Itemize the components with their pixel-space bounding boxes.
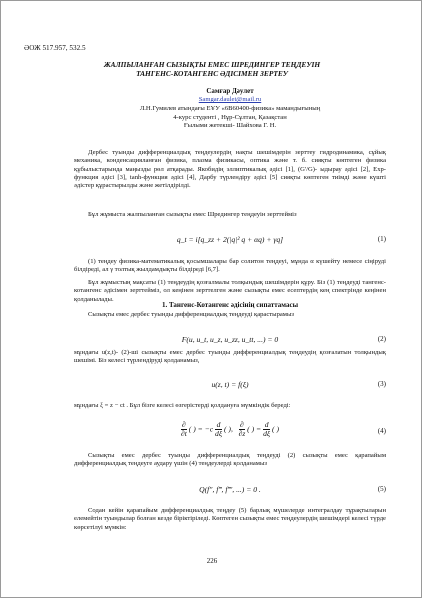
paragraph-pde: Сызықты емес дербес туынды дифференциалдық теңдеуді қарастырамыз (88, 311, 295, 318)
equation-3-number: (3) (377, 380, 386, 388)
equation-1-body: q_t = i[q_zz + 2(|q|² q + αq) + γq] (176, 235, 284, 244)
affiliation-line1: Л.Н.Гумилев атындағы ЕҰУ «6В60400-физика» мамандығының (139, 105, 321, 112)
equation-5 (74, 483, 386, 499)
equation-4 (74, 421, 386, 443)
author-email[interactable]: Samgar.daulet@mail.ru (198, 96, 262, 103)
affiliation-line2: 4-курс студенті , Нұр-Сұлтан, Қазақстан (173, 114, 287, 121)
paragraph-wave-solution: мұндағы u(z,t)- (2)-ші сызықты емес дербес туынды дифференциалдық теңдеудің қозғалатын толқындық шешімі. Біз келесі түрлендіруді қолданамыз, (74, 349, 386, 365)
paragraph-aim: Бұл жұмыстың мақсаты (1) теңдеудің қозғалмалы толқындық шешімдерін құру. Біз (1) теңдеуді тангенс-котангенс әдісімен зерттейміз, ол кеңінен зерттелген және сызықты емес есептердің кең спектрінде кеңінен қолданылады. (74, 279, 386, 303)
equation-2 (74, 333, 386, 349)
paragraph-intro: Дербес туынды дифференциалдық теңдеулердің нақты шешімдерін зерттеу гидродинамика, сұйық механика, конденсацияланған физика, плазма физикасы, оптика және т. б. сияқты көптеген физика құбылыстарында маңызды рөл атқарады. Якобидің эллиптикалық әдісі [1], (G'/G)- ыдырау әдісі [2], Exp-функция әдісі [3], tanh-функция әдісі [4], Дарбу түрлендіру әдісі [5] сияқты көптеген тиімді және күшті әдістер құрастырылды және жетілдірілді. (74, 149, 386, 190)
paragraph-transform: мұндағы ξ = z − ct . Бұл бізге келесі өзгерістерді қолдануға мүмкіндік береді: (74, 402, 291, 409)
equation-3 (74, 378, 386, 394)
equation-1 (74, 233, 386, 249)
paragraph-integration: Содан кейін қарапайым дифференциалдық теңдеу (5) барлық мүшелерде интегралдау тұрақтыларын елемейтін туындылар болған кезде біріктіріледі. Көптеген сызықты емес теңдеулердің шешімдері келесі түрде көрсетілуі мүмкін: (74, 507, 386, 531)
paragraph-soliton: (1) теңдеу физика-математикалық қосымшалары бар солитон теңдеуі, мұнда α күшейту немесе сіңіруді білдіреді, ал γ толтық жылдамдықты білдіреді [6,7]. (74, 258, 386, 274)
equation-5-body: Q(f″, f‴, f‴′, ...) = 0 . (199, 485, 261, 494)
author-name: Самғар Дәулет (206, 87, 254, 95)
equation-2-number: (2) (377, 335, 386, 343)
udc-code: ӘОЖ 517.957, 532.5 (24, 44, 86, 52)
equation-4-body: $\frac{\partial}{\partial t}$ ( ) = −c $\frac{d}{d\xi}$ ( ), $\frac{\partial}{\partial z}$ ( ) = $\frac{d}{d\xi}$ ( ) (181, 420, 279, 438)
equation-1-number: (1) (377, 235, 386, 243)
paragraph-equation-intro: Бұл жұмыста жалпыланған сызықты емес Шредингер теңдеуін зерттейміз (88, 211, 297, 218)
equation-4-number: (4) (377, 427, 386, 435)
paper-title-line1: ЖАЛПЫЛАНҒАН СЫЗЫҚТЫ ЕМЕС ШРЕДИНГЕР ТЕҢДЕУІН (103, 60, 321, 69)
equation-2-body: F(u, u_t, u_z, u_zz, u_tt, ...) = 0 (181, 335, 279, 344)
page-number: 226 (206, 557, 218, 565)
paper-title-line2: ТАНГЕНС-КОТАНГЕНС ӘДІСІМЕН ЗЕРТЕУ (136, 69, 288, 78)
paragraph-ode: Сызықты емес дербес туынды дифференциалдық теңдеуді (2) сызықты емес қарапайым дифференциалдық теңдеуге аудару үшін (4) теңдеулерді қолданамыз (74, 452, 386, 468)
equation-5-number: (5) (377, 485, 386, 493)
equation-3-body: u(z, t) = f(ξ) (211, 380, 249, 389)
paper-title (60, 60, 364, 78)
section-heading: 1. Тангенс-Котангенс әдісінің сипаттамасы (161, 301, 299, 309)
supervisor: Ғылыми жетекші- Шайхова Г. Н. (183, 122, 277, 129)
